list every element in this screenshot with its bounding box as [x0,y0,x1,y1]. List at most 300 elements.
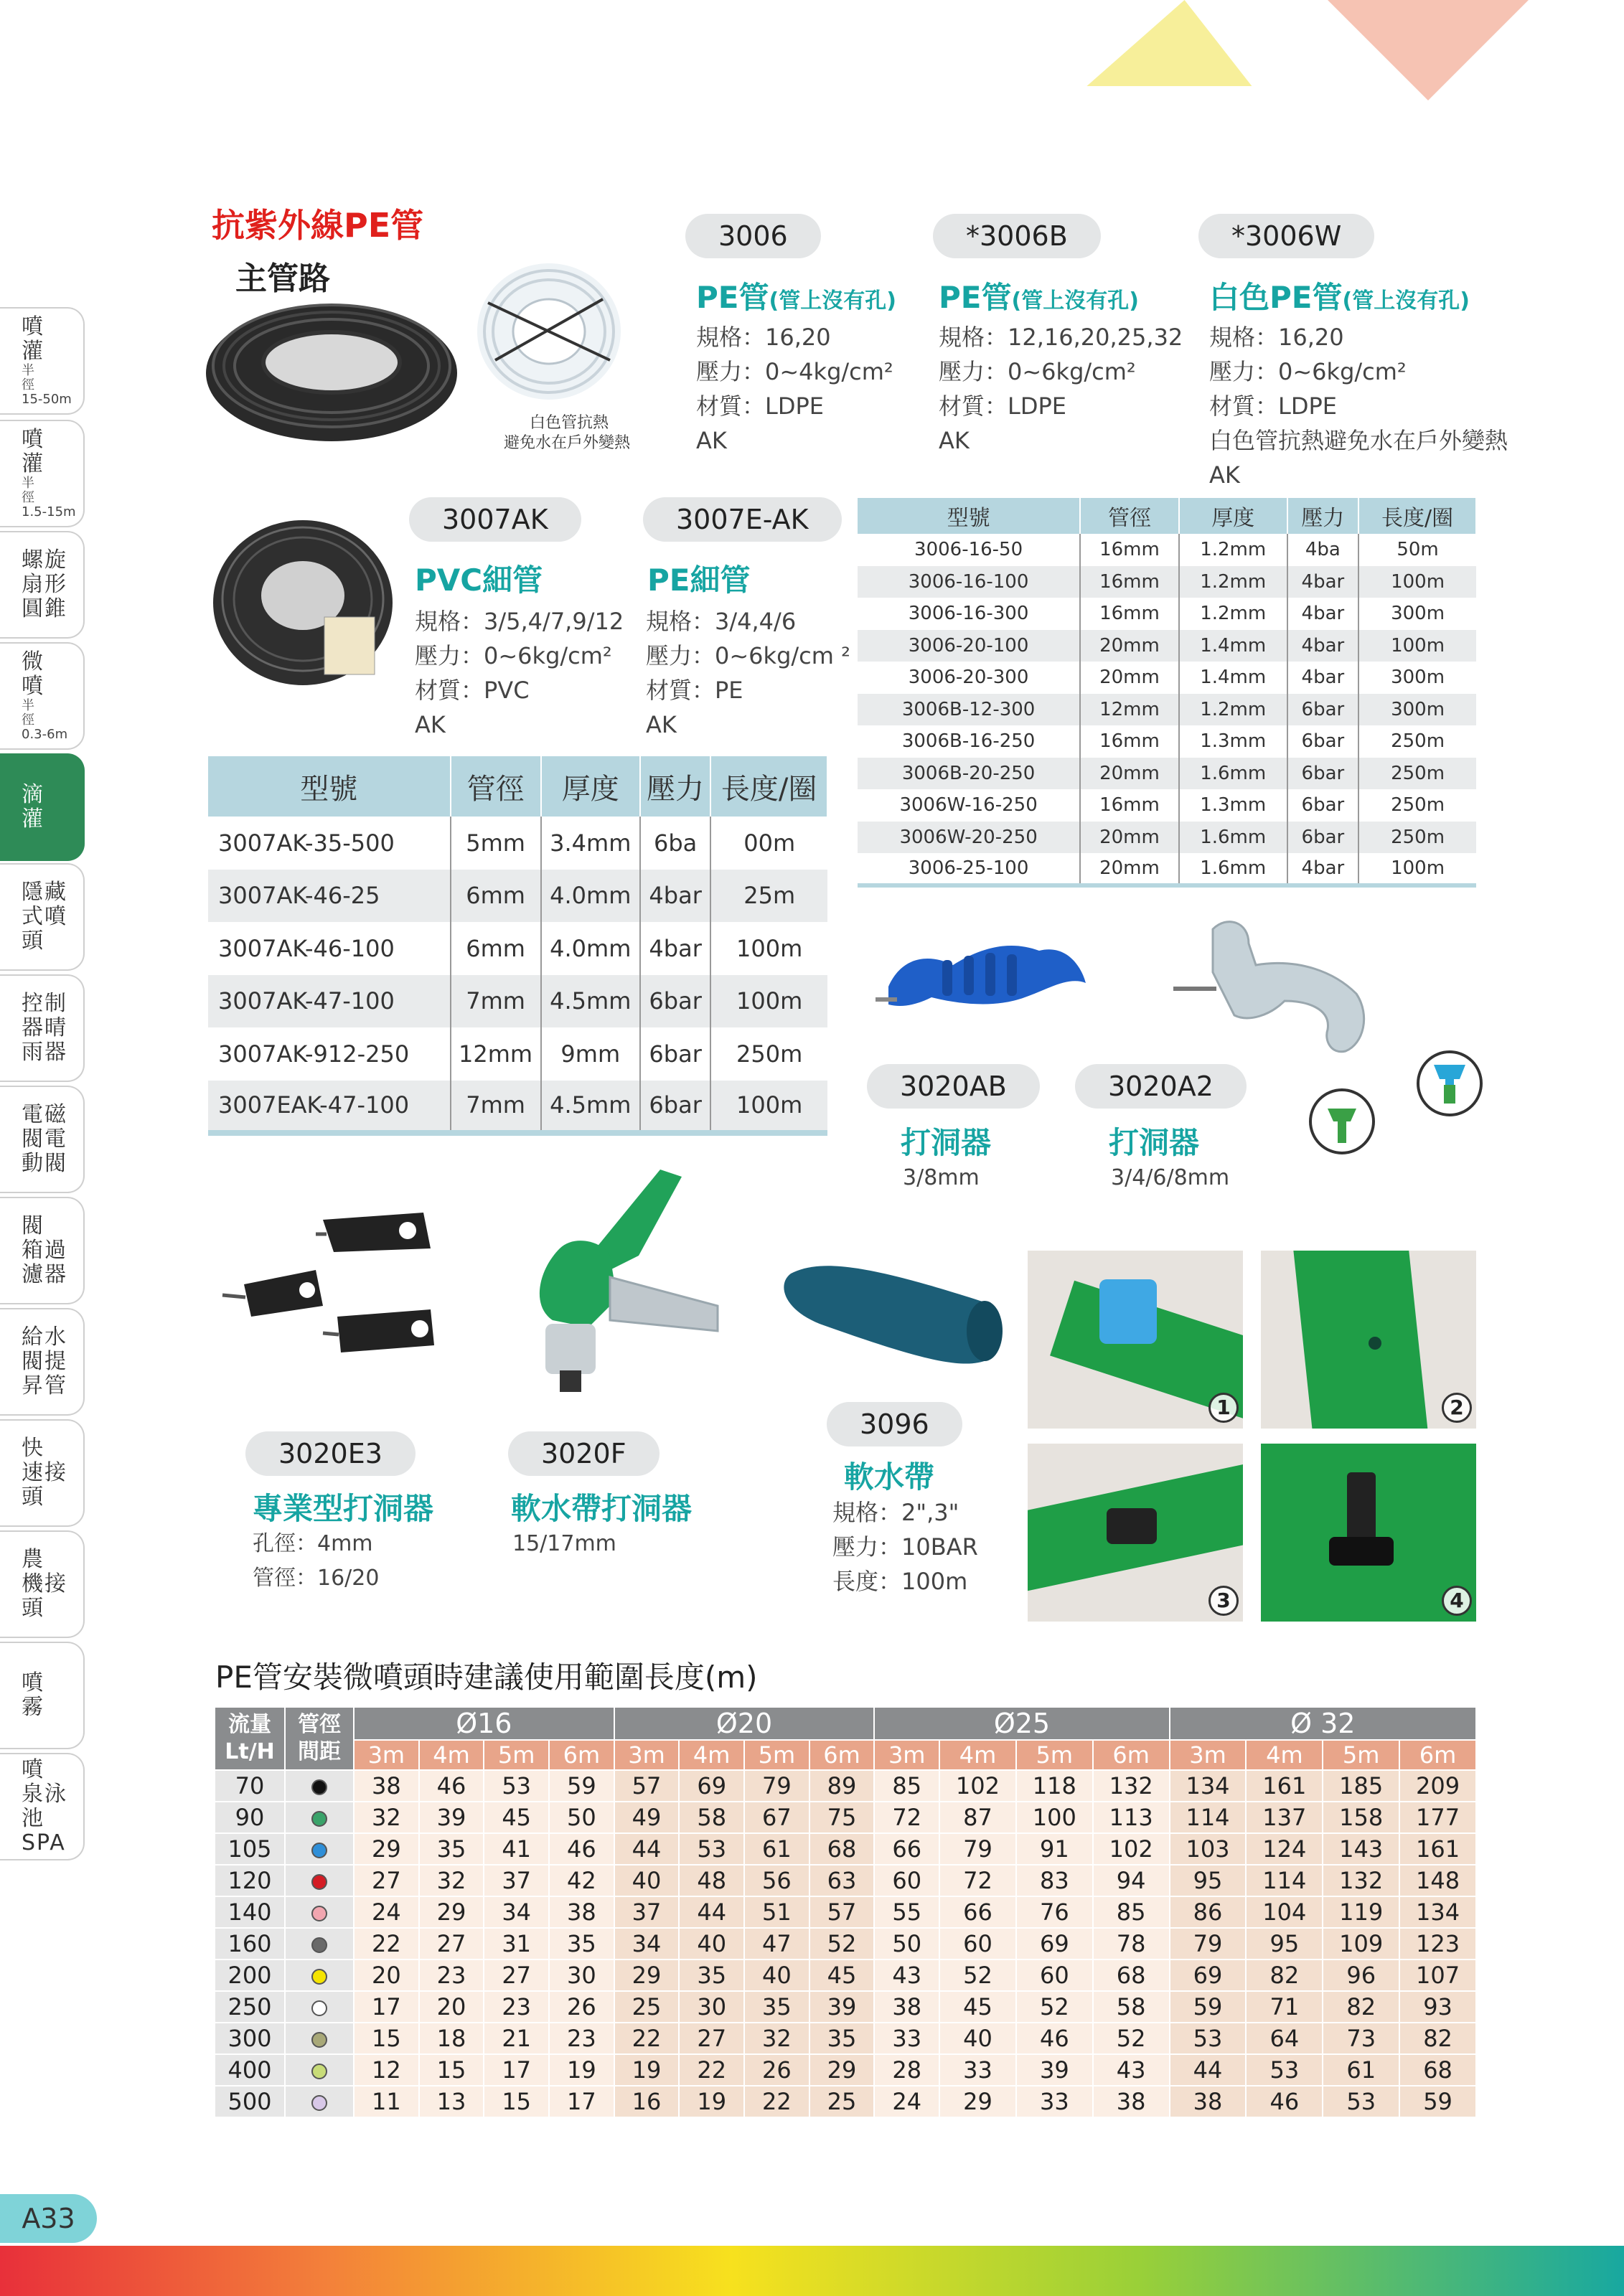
table-cell: 300m [1391,667,1445,689]
sidebar-tab-sub: 徑 [22,712,34,728]
product-title-3096: 軟水帶 [844,1459,935,1495]
sidebar-tab[interactable] [0,1419,85,1527]
product-code-3020e3: 3020E3 [245,1431,416,1476]
range-value-cell: 42 [549,1865,614,1896]
spec-block-3006w [1209,320,1508,492]
spec-material: 材質：LDPE [939,392,1066,420]
table-cell: 3007EAK-47-100 [208,1081,451,1134]
range-value-cell: 58 [679,1802,744,1833]
table-cell: 4.5mm [541,1081,640,1134]
sidebar-tab-label: 快 速接 頭 [22,1436,67,1510]
table-cell: 4.0mm [541,870,640,923]
range-value-cell: 134 [1170,1770,1247,1802]
range-value-cell: 34 [484,1896,549,1928]
range-value-cell: 30 [679,1991,744,2023]
table-row [208,870,827,923]
sidebar-tab[interactable] [0,1530,85,1638]
sidebar-tab-label: 微 噴 [22,649,44,699]
sidebar-tab[interactable] [0,420,85,527]
range-value-cell: 21 [484,2023,549,2054]
step-number: 3 [1208,1586,1239,1616]
pipe-diameter-group-header: Ø25 [874,1707,1169,1740]
nozzle-color-dot-icon [311,2000,327,2016]
nozzle-color-cell [285,1833,354,1865]
spacing-header-line2: 間距 [298,1739,341,1764]
table-cell: 4bar [640,870,710,923]
range-value-cell: 15 [419,2054,484,2086]
sidebar-tab[interactable] [0,642,85,750]
range-value-cell: 69 [1170,1959,1247,1991]
page-number-tab [0,2194,97,2243]
nozzle-color-cell [285,1770,354,1802]
table-cell: 3007AK-47-100 [208,975,451,1028]
spec-size: 規格：12,16,20,25,32 [939,324,1183,351]
table-cell: 100m [1358,630,1476,662]
range-value-cell: 59 [1170,1991,1247,2023]
range-value-cell: 64 [1246,2023,1323,2054]
flow-value: 500 [215,2086,285,2117]
table-row [858,630,1476,662]
table-cell: 16mm [1080,789,1179,822]
range-value-cell: 29 [354,1833,419,1865]
nozzle-color-dot-icon [311,1843,327,1858]
table-cell: 100m [736,934,803,962]
spec-pressure: 壓力：0~6kg/cm ² [646,642,850,669]
spec-length: 長度：100m [832,1568,968,1595]
table-cell: 3007AK-35-500 [208,817,451,870]
flow-header [215,1707,285,1770]
range-value-cell: 58 [1093,1991,1170,2023]
range-value-cell: 60 [939,1928,1016,1959]
spacing-subheader: 4m [679,1740,744,1770]
green-nozzle-icon [1308,1087,1376,1156]
table-cell: 20mm [1080,853,1179,885]
product-title-3020a2: 打洞器 [1109,1125,1200,1160]
table-cell: 4bar [1287,662,1358,694]
sidebar-tab[interactable] [0,974,85,1082]
range-value-cell: 20 [354,1959,419,1991]
range-value-cell: 43 [1093,2054,1170,2086]
spec-3020a2: 3/4/6/8mm [1111,1165,1230,1190]
range-value-cell: 44 [679,1896,744,1928]
range-value-cell: 53 [484,1770,549,1802]
hose-hole-punch-image [502,1162,732,1399]
spec-material: 材質：PE [646,677,743,704]
range-value-cell: 26 [744,2054,809,2086]
range-value-cell: 37 [484,1865,549,1896]
table-cell: 6bar [640,1027,710,1081]
table-cell: 6bar [1287,694,1358,726]
range-value-cell: 119 [1323,1896,1399,1928]
range-value-cell: 137 [1246,1802,1323,1833]
title-text: PE管 [696,280,769,315]
sidebar-tab[interactable] [0,1753,85,1860]
title-text: PE管 [939,280,1012,315]
spacing-subheader: 4m [1246,1740,1323,1770]
spec-extra: 白色管抗熱避免水在戶外變熱 [1209,427,1508,454]
sidebar-tab-range: 1.5-15m [22,504,76,519]
range-value-cell: 39 [1016,2054,1093,2086]
spacing-subheader: 5m [484,1740,549,1770]
range-value-cell: 44 [614,1833,680,1865]
table-cell: 16mm [1080,725,1179,758]
range-value-cell: 40 [679,1928,744,1959]
table-cell: 6bar [640,975,710,1028]
connector-base [1329,1537,1394,1566]
table-cell: 100m [710,975,827,1028]
sidebar-tab-range: 15-50m [22,392,72,407]
table-cell: 6bar [1287,758,1358,790]
range-value-cell: 57 [614,1770,680,1802]
sidebar-tab-label: 農 機接 頭 [22,1547,67,1621]
range-value-cell: 17 [484,2054,549,2086]
table-cell: 1.6mm [1179,853,1287,885]
table-cell: 16mm [1080,598,1179,630]
range-value-cell: 32 [419,1865,484,1896]
column-header: 型號 [208,756,451,817]
blue-nozzle-icon [1415,1049,1484,1118]
micro-sprinkler-range-table [214,1706,1477,2118]
sidebar-tab-sub: 徑 [22,377,34,392]
range-value-cell: 23 [419,1959,484,1991]
range-value-cell: 26 [549,1991,614,2023]
range-value-cell: 43 [874,1959,939,1991]
spec-brand: AK [1209,461,1240,489]
range-value-cell: 102 [939,1770,1016,1802]
table-row [215,2023,1476,2054]
range-value-cell: 52 [939,1959,1016,1991]
step-photo-2 [1261,1251,1476,1429]
range-value-cell: 114 [1170,1802,1247,1833]
range-value-cell: 37 [614,1896,680,1928]
range-value-cell: 124 [1246,1833,1323,1865]
sidebar-tab-sub: 半 [22,476,34,491]
sidebar-tab[interactable] [0,1197,85,1304]
title-note: (管上沒有孔) [769,288,896,314]
range-value-cell: 113 [1093,1802,1170,1833]
sidebar-tab[interactable] [0,753,85,861]
table-row [858,694,1476,726]
spec-brand: AK [646,711,677,738]
table-cell: 7mm [451,1081,541,1134]
table-cell: 3007AK-912-250 [208,1027,451,1081]
sidebar-tab[interactable] [0,531,85,639]
sidebar-tab[interactable] [0,1086,85,1193]
range-value-cell: 40 [614,1865,680,1896]
table-cell: 1.6mm [1179,822,1287,854]
range-value-cell: 38 [1170,2086,1247,2117]
table-cell: 4bar [1287,630,1358,662]
sidebar-tab-label: 閥 箱過濾器 [22,1213,67,1287]
table-cell: 1.2mm [1179,598,1287,630]
range-value-cell: 45 [484,1802,549,1833]
range-value-cell: 31 [484,1928,549,1959]
sidebar-tab-label: 噴 灌 [22,314,44,364]
range-value-cell: 47 [744,1928,809,1959]
range-value-cell: 46 [1246,2086,1323,2117]
nozzle-color-dot-icon [311,1969,327,1985]
spec-block-3006b [939,320,1183,458]
flow-header-line1: 流量 [228,1712,271,1737]
range-value-cell: 40 [744,1959,809,1991]
pink-triangle-decoration [1328,0,1529,100]
nozzle-color-cell [285,1991,354,2023]
nozzle-color-dot-icon [311,2032,327,2048]
range-value-cell: 85 [1093,1896,1170,1928]
table-cell: 6ba [640,817,710,870]
flow-value: 70 [215,1770,285,1802]
flow-value: 120 [215,1865,285,1896]
product-title-3020ab: 打洞器 [901,1125,992,1160]
table-cell: 20mm [1080,630,1179,662]
table-cell: 3006W-20-250 [858,822,1080,854]
product-code-3006b: *3006B [933,214,1101,258]
range-value-cell: 25 [809,2086,875,2117]
step-number: 4 [1442,1586,1472,1616]
title-text: 白色PE管 [1209,280,1343,315]
table-cell: 6bar [1287,822,1358,854]
range-value-cell: 79 [744,1770,809,1802]
range-value-cell: 49 [614,1802,680,1833]
range-value-cell: 53 [1323,2086,1399,2117]
sidebar-tab[interactable] [0,1308,85,1416]
pipe-diameter-group-header: Ø16 [354,1707,614,1740]
table-cell: 1.3mm [1179,725,1287,758]
main-pipe-label: 主管路 [235,260,330,297]
grey-hole-punch-image [1170,915,1414,1058]
table-cell: 250m [1391,730,1445,753]
nozzle-color-dot-icon [311,2064,327,2079]
table-cell: 3006-16-50 [858,534,1080,566]
table-cell: 3006W-16-250 [858,789,1080,822]
spec-block-3096 [832,1495,978,1599]
spec-brand: AK [415,711,446,738]
range-value-cell: 17 [549,2086,614,2117]
sidebar-tab-label: 控制器晴雨器 [22,991,67,1065]
table-cell: 3006B-20-250 [858,758,1080,790]
table-cell: 6mm [451,870,541,923]
step-photo-1 [1028,1251,1243,1429]
range-value-cell: 27 [679,2023,744,2054]
sidebar-tab-label: 電磁閥電動閥 [22,1102,67,1176]
spec-pipe-size: 管徑：16/20 [253,1566,380,1591]
table-cell: 3006-16-100 [858,566,1080,598]
product-code-3020a2: 3020A2 [1075,1064,1247,1109]
range-value-cell: 103 [1170,1833,1247,1865]
column-header: 長度/圈 [1358,498,1476,534]
spec-block-3020e3 [253,1527,379,1596]
range-value-cell: 56 [744,1865,809,1896]
spacing-subheader: 3m [614,1740,680,1770]
range-value-cell: 13 [419,2086,484,2117]
sidebar-tab-label: 給水閥提昇管 [22,1325,67,1398]
range-value-cell: 61 [744,1833,809,1865]
flow-value: 400 [215,2054,285,2086]
range-value-cell: 53 [1246,2054,1323,2086]
spacing-subheader: 6m [549,1740,614,1770]
range-value-cell: 158 [1323,1802,1399,1833]
range-value-cell: 94 [1093,1865,1170,1896]
table-cell: 3006-16-300 [858,598,1080,630]
range-value-cell: 22 [744,2086,809,2117]
table-cell: 3006B-16-250 [858,725,1080,758]
table-cell: 6bar [1287,725,1358,758]
spacing-subheader: 3m [354,1740,419,1770]
nozzle-color-cell [285,1802,354,1833]
thin-pipe-spec-table [208,756,828,1136]
range-value-cell: 29 [419,1896,484,1928]
product-title-3006b [939,274,1139,317]
sidebar-tab-label: 滴 灌 [22,782,44,832]
range-value-cell: 209 [1399,1770,1476,1802]
table-cell: 25m [710,870,827,923]
sidebar-tab[interactable] [0,863,85,971]
table-cell: 5mm [451,817,541,870]
range-value-cell: 23 [549,2023,614,2054]
range-value-cell: 73 [1323,2023,1399,2054]
spacing-header-line1: 管徑 [298,1712,341,1737]
sidebar-tab-label: 噴 灌 [22,427,44,476]
table-cell: 250m [736,1040,803,1068]
range-value-cell: 52 [1016,1991,1093,2023]
range-value-cell: 39 [809,1991,875,2023]
table-cell: 20mm [1080,662,1179,694]
spacing-subheader: 3m [874,1740,939,1770]
nozzle-color-cell [285,1928,354,1959]
yellow-triangle-decoration [1086,0,1267,86]
table-row [215,1928,1476,1959]
table-cell: 00m [743,829,796,857]
nozzle-color-dot-icon [311,2095,327,2111]
sidebar-tab[interactable] [0,307,85,415]
spec-pressure: 壓力：10BAR [832,1533,978,1561]
range-value-cell: 66 [874,1833,939,1865]
table-row [208,975,827,1028]
table-row [858,853,1476,885]
table-row [858,598,1476,630]
range-value-cell: 45 [939,1991,1016,2023]
table-cell: 3007AK-46-100 [208,922,451,975]
title-note: (管上沒有孔) [1342,288,1470,314]
sidebar-tab[interactable] [0,1642,85,1749]
column-header: 長度/圈 [710,756,827,817]
product-title-3006 [696,274,896,317]
nozzle-color-cell [285,2054,354,2086]
table-cell: 300m [1358,694,1476,726]
range-value-cell: 19 [549,2054,614,2086]
spacing-subheader: 5m [744,1740,809,1770]
spec-pressure: 壓力：0~6kg/cm² [939,358,1136,385]
range-value-cell: 27 [354,1865,419,1896]
flow-value: 140 [215,1896,285,1928]
table-cell: 100m [1358,566,1476,598]
flow-value: 250 [215,1991,285,2023]
range-value-cell: 23 [484,1991,549,2023]
range-value-cell: 76 [1016,1896,1093,1928]
range-value-cell: 38 [549,1896,614,1928]
range-table-title: PE管安裝微噴頭時建議使用範圍長度(m) [215,1660,758,1695]
range-value-cell: 71 [1246,1991,1323,2023]
range-value-cell: 143 [1323,1833,1399,1865]
spec-3020ab: 3/8mm [903,1165,980,1190]
step-photo-4 [1261,1444,1476,1622]
range-value-cell: 29 [809,2054,875,2086]
spec-brand: AK [696,427,727,454]
range-value-cell: 33 [874,2023,939,2054]
table-cell: 1.6mm [1179,758,1287,790]
table-cell: 4bar [640,922,710,975]
range-value-cell: 102 [1093,1833,1170,1865]
connector [1107,1508,1157,1544]
table-cell: 250m [1358,822,1476,854]
range-value-cell: 33 [1016,2086,1093,2117]
range-value-cell: 57 [809,1896,875,1928]
nozzle-color-cell [285,1959,354,1991]
range-value-cell: 35 [549,1928,614,1959]
product-code-3020f: 3020F [508,1431,660,1476]
range-value-cell: 15 [354,2023,419,2054]
range-value-cell: 82 [1246,1959,1323,1991]
range-value-cell: 46 [1016,2023,1093,2054]
table-cell: 12mm [451,1027,541,1081]
table-cell: 3.4mm [541,817,640,870]
range-value-cell: 161 [1246,1770,1323,1802]
table-cell: 20mm [1080,758,1179,790]
white-pe-pipe-coil-image [474,260,624,403]
table-row [858,822,1476,854]
range-value-cell: 161 [1399,1833,1476,1865]
nozzle-color-dot-icon [311,1811,327,1827]
table-cell: 3006-20-300 [858,662,1080,694]
column-header: 管徑 [451,756,541,817]
step-number: 1 [1208,1393,1239,1423]
pvc-thin-pipe-coil-image [210,509,396,689]
title-note: (管上沒有孔) [1011,288,1139,314]
table-row [208,1027,827,1081]
product-title-3020e3: 專業型打洞器 [253,1491,434,1526]
pipe-diameter-group-header: Ø20 [614,1707,875,1740]
spec-hole-size: 孔徑：4mm [253,1531,373,1556]
step-number: 2 [1442,1393,1472,1423]
range-value-cell: 79 [1170,1928,1247,1959]
blue-hole-punch-image [874,926,1089,1033]
spec-size: 規格：2",3" [832,1499,959,1526]
table-cell: 1.2mm [1179,566,1287,598]
range-value-cell: 24 [354,1896,419,1928]
range-value-cell: 89 [809,1770,875,1802]
range-value-cell: 25 [614,1991,680,2023]
flow-value: 200 [215,1959,285,1991]
section-title: 抗紫外線PE管 [212,206,424,245]
column-header: 壓力 [640,756,710,817]
sidebar-tab-sub: 徑 [22,490,34,505]
table-cell: 3006-20-100 [858,630,1080,662]
nozzle-color-dot-icon [311,1906,327,1921]
flow-header-line2: Lt/H [225,1739,275,1764]
table-row [215,1959,1476,1991]
flow-value: 105 [215,1833,285,1865]
range-value-cell: 59 [1399,2086,1476,2117]
range-value-cell: 61 [1323,2054,1399,2086]
range-value-cell: 100 [1016,1802,1093,1833]
table-row [858,725,1476,758]
range-value-cell: 44 [1170,2054,1247,2086]
product-code-3006: 3006 [685,214,821,258]
spacing-subheader: 6m [1399,1740,1476,1770]
range-value-cell: 50 [549,1802,614,1833]
table-row [858,758,1476,790]
table-cell: 250m [1391,794,1445,817]
